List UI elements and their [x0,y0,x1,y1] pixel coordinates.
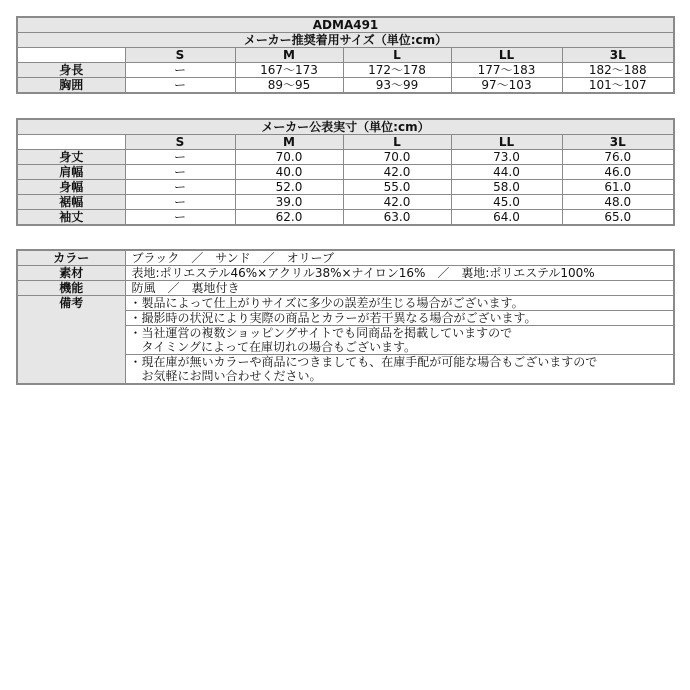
size-header: M [235,135,343,150]
table-cell: 40.0 [235,165,343,180]
table-row [17,281,674,296]
actual-size-table [16,118,675,226]
note-line: お気軽にお問い合わせください。 [125,369,674,384]
table-cell: 45.0 [451,195,562,210]
table-row [17,296,674,311]
row-label: 胸囲 [17,78,125,94]
table-row [17,165,674,180]
table-cell: 97〜103 [451,78,562,94]
table-cell: 177〜183 [451,63,562,78]
note-line: ・撮影時の状況により実際の商品とカラーが若干異なる場合がございます。 [125,311,674,326]
size-header: LL [451,48,562,63]
table-cell: ー [125,78,235,94]
table-row [17,63,674,78]
table-cell: 62.0 [235,210,343,226]
size-header: L [343,48,451,63]
table-cell: 182〜188 [562,63,674,78]
row-label: 肩幅 [17,165,125,180]
table-cell: 58.0 [451,180,562,195]
table-cell: 46.0 [562,165,674,180]
table-row [17,78,674,94]
table-cell: ー [125,165,235,180]
size-header: 3L [562,135,674,150]
table-cell: 64.0 [451,210,562,226]
table-cell: ー [125,195,235,210]
product-info-table [16,249,675,385]
row-label: 身丈 [17,150,125,165]
table-cell: 76.0 [562,150,674,165]
material-label: 素材 [17,266,125,281]
size-header: S [125,135,235,150]
function-value: 防風 ／ 裏地付き [125,281,674,296]
row-label: 袖丈 [17,210,125,226]
table-cell: 65.0 [562,210,674,226]
table-row [17,266,674,281]
product-code: ADMA491 [17,17,674,33]
table-cell: 39.0 [235,195,343,210]
table-row [17,180,674,195]
function-label: 機能 [17,281,125,296]
header-blank-cell [17,48,125,63]
table-row [17,195,674,210]
note-line: ・製品によって仕上がりサイズに多少の誤差が生じる場合がございます。 [125,296,674,311]
table-cell: 167〜173 [235,63,343,78]
table-row [17,150,674,165]
color-label: カラー [17,250,125,266]
row-label: 身幅 [17,180,125,195]
material-value: 表地:ポリエステル46%×アクリル38%×ナイロン16% ／ 裏地:ポリエステル100% [125,266,674,281]
table-cell: 52.0 [235,180,343,195]
table-cell: 42.0 [343,195,451,210]
color-value: ブラック ／ サンド ／ オリーブ [125,250,674,266]
row-label: 裾幅 [17,195,125,210]
notes-label: 備考 [17,296,125,385]
note-line: ・現在庫が無いカラーや商品につきましても、在庫手配が可能な場合もございますので [125,355,674,370]
table-title: メーカー推奨着用サイズ（単位:cm） [17,33,674,48]
size-header: LL [451,135,562,150]
size-header: S [125,48,235,63]
table-cell: 55.0 [343,180,451,195]
table-cell: ー [125,150,235,165]
size-header: L [343,135,451,150]
table-cell: ー [125,180,235,195]
table-row [17,250,674,266]
note-line: タイミングによって在庫切れの場合もございます。 [125,340,674,355]
row-label: 身長 [17,63,125,78]
table-cell: 101〜107 [562,78,674,94]
table-cell: 93〜99 [343,78,451,94]
size-header: M [235,48,343,63]
table-cell: 89〜95 [235,78,343,94]
recommended-size-table [16,16,675,94]
table-cell: ー [125,63,235,78]
table-cell: 48.0 [562,195,674,210]
table-cell: 61.0 [562,180,674,195]
table-cell: 44.0 [451,165,562,180]
table-cell: 73.0 [451,150,562,165]
table-cell: 70.0 [343,150,451,165]
table-title: メーカー公表実寸（単位:cm） [17,119,674,135]
table-row [17,210,674,226]
table-cell: ー [125,210,235,226]
header-blank-cell [17,135,125,150]
table-cell: 172〜178 [343,63,451,78]
table-cell: 70.0 [235,150,343,165]
size-header: 3L [562,48,674,63]
table-cell: 63.0 [343,210,451,226]
note-line: ・当社運営の複数ショッピングサイトでも同商品を掲載していますので [125,326,674,341]
table-cell: 42.0 [343,165,451,180]
